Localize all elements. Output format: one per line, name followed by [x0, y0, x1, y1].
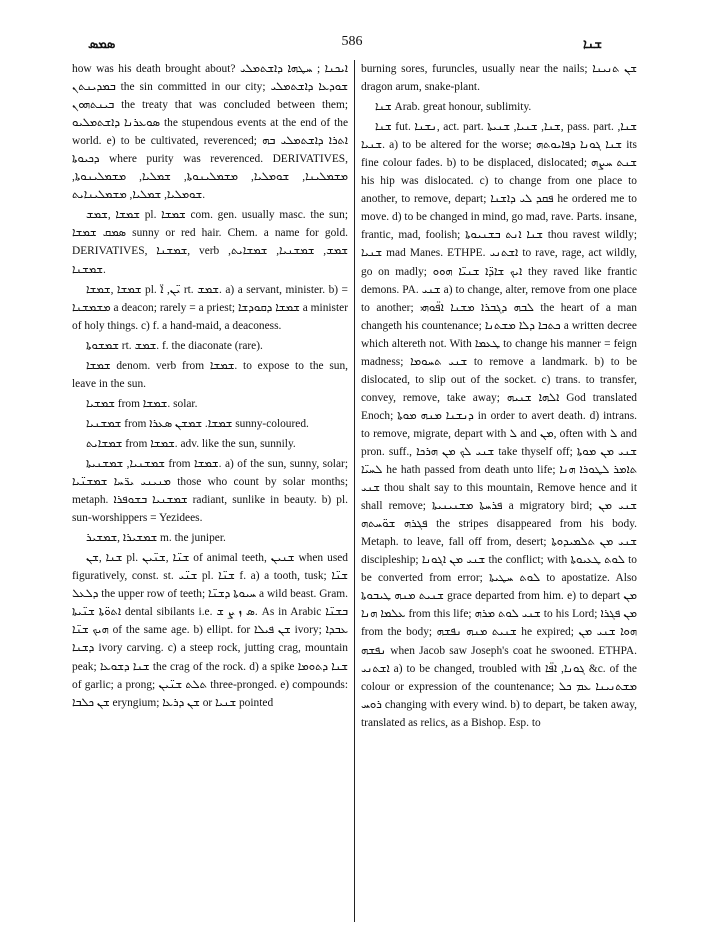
right-column: [361, 60, 637, 928]
running-head: [72, 36, 632, 54]
entry-paragraph: ܫܡܫܐ ,ܫܡܫ pl. ܫܡܫܐ com. gen. usually masc. the sun; ܣܡܩ ܫܡܫܐ sunny or red hair. Chem. a name for gold. DERIVATIVES, ܫܡܫܢܐ, verb ܫܡܫ, ܫܡܫܢܝܐ, ܫܡܫܐܝܬ, ܫܡܫܢܐ.: [72, 209, 348, 276]
entry-paragraph: ܫܢܐ Arab. great honour, sublimity.: [375, 101, 532, 114]
left-headword: ܣܡܣ: [88, 36, 116, 51]
entry-paragraph: ܫܢܐ fut. ܢܫܢܐ, act. part. ܫܢܐ, ܫܢܝܐ, ܫܢܝܬܐ, pass. part. ܫܢܐ, ܫܢܝܐ. a) to be altered for the worse; ܫܢܐ ܓܘܢܐ ܕܦܐܝܘܬܗ its fine colour fades. b) to be displaced, dislocated; ܫܢܬ ܚܨܗ his hip was dislocated. c) to change from one place to another, to remove, depart; ܦܩܕ ܠܝ ܕܐܫܢܐ he ordered me to move. d) to be changed in mind, go mad, rave. Parts. insane, frantic, mad, foolish; ܫܢܐ ܐܢܬ ܒܫܢܝܘܬܐ thou ravest wildly; ܫܢܝܐ mad Manes. ETHPE. ܐܫܬܢܝ to rave, rage, act wildly, go on madly; ܐܝܟ ܫܐܕ̈ܐ ܫܢܝ̈ܐ ܗܘܘ they raved like frantic demons. PA. ܫܢܝ a) to change, alter, remove from one place to another; ܠܒܗ ܕܓܒܪܐ ܡܫܢܐ ܐܦ̈ܘܗܝ the heart of a man changeth his countenance; ܟܬܒܐ ܕܠܐ ܡܫܬܢܐ a written decree which altereth not. With ܛܥܡܐ to change his manner = feign madness; ܫܢܝ ܬܚܘܡܐ to remove a landmark. b) to be dislocated, to slip out of the socket. c) trans. to transfer, convey, remove, take away; ܐܠܗܐ ܫܢܝܗ God translated Enoch; ܕܢܫܢܐ ܡܢܗ ܡܘܬܐ in order to avert death. d) intrans. to remove, migrate, depart with ܠ and ܡܢ, often with ܠ and pron. suff., ܫܢܝ ܠܟ ܡܢ ܗܪܟܐ take thyself off; ܫܢܝ ܡܢ ܡܘܬܐ ܠܚܝ̈ܐ he hath passed from death unto life; ܬܐܡܪ ܠܛܘܪܐ ܗܢܐ ܫܢܝ thou shalt say to this mountain, Remove hence and it shall remove; ܦܪܚܬܐ ܡܫܢܝܢܝܬܐ a migratory bird; ܫܢܝ ܡܢ ܦܓܪܗ ܫܘ̈ܚܬܗ the stripes disappeared from his body. Metaph. to leave, fall off from, desert; ܫܢܝ ܡܢ ܬܠܡܝܕܘܬܐ discipleship; ܫܢܝ ܡܢ ܐܓܘܢܐ the conflict; with ܠܘܬ ܛܥܝܘܬܐ to be converted from error; ܠܘܬ ܚܛܝܬܐ to apostatize. Also ܫܢܝܬ ܡܢܗ ܛܝܒܘܬܐ grace departed from him. e) to depart ܡܢ ܥܠܡܐ ܗܢܐ from this life; ܫܢܝ ܠܘܬ ܡܪܗ to his Lord; ܡܢ ܦܓܪܐ from the body; ܫܢܝܬ ܡܢܗ ܢܦܫܗ he expired; ܗܘܐ ܫܢܝ ܡܢ ܢܦܫܗ when Jacob saw Joseph's coat he swooned. ETHPA. ܐܫܬܢܝ a) to be changed, troubled with ܓܘܢܐ, ܐܦ̈ܐ &c. of the colour or expression of the countenance; ܡܫܬܢܝܢܐ ܥܡ ܟܠ ܪܘܚ changing with every wind. b) to depart, be taken away, translated as relics, as a Bishop. Esp. to: [361, 121, 637, 729]
entry-paragraph: how was his death brought about? ܐܝܟܢܐ ; ܚܛܗܐ ܕܐܫܬܡܠܝ ܒܡܕܝܢܬܢ the sin committed in our city; ܫܘܕܥܐ ܕܐܫܬܡܠܝ ܒܝܢܬܗܘܢ the treaty that was concluded between them; ܣܘܥܪܢܐ ܕܐܫܬܡܠܝܘ the stupendous events at the end of the world. e) to be cultivated, reverenced; ܐܬܪܐ ܕܐܫܬܡܠܝ ܒܗ ܕܟܝܘܬܐ where purity was reverenced. DERIVATIVES, ܡܫܡܠܝܢܐ, ܫܘܡܠܝܐ, ܡܫܡܠܝܢܘܬܐ, ܫܡܠܝܐ, ܡܫܡܠܝܢܘܬܐ, ܫܘܡܠܝܐ, ܫܡܠܝܐ, ܡܫܡܠܝܢܐܝܬ.: [72, 63, 348, 202]
entry-paragraph: ܫܡܫܘܬܐ rt. ܫܡܫ. f. the diaconate (rare).: [86, 339, 263, 352]
left-column: [72, 60, 348, 928]
entry-paragraph: ܫܡܫܐܝܬ from ܫܡܫܐ. adv. like the sun, sunnily.: [86, 437, 296, 450]
entry-paragraph: ܫܡܫܐ denom. verb from ܫܡܫܐ. to expose to the sun, leave in the sun.: [72, 359, 348, 390]
entry-paragraph: burning sores, furuncles, usually near the nails; ܫܢ ܬܢܝܢܐ dragon arum, snake-plant.: [361, 63, 637, 94]
entry-paragraph: ܫܡܫܝܪܐ ,ܫܡܫܝܪ m. the juniper.: [86, 532, 226, 545]
entry-paragraph: ܫܡܫܐ ,ܫܡܫܐ pl. ܝ̈ܢ, ܐ̈ rt. ܫܡܫ. a) a servant, minister. b) = ܡܫܡܫܢܐ a deacon; rarely = a priest; ܫܡܫܐ ܕܩܘܕܫܐ a minister of holy things. c) f. a hand-maid, a deaconess.: [72, 283, 348, 332]
entry-paragraph: ܫܡܫܝܐ from ܫܡܫܐ. solar.: [86, 397, 198, 410]
entry-paragraph: ܫܡܫܢܝܐ from ܫܡܫܐ. ܫܡܫܢ ܣܥܪܐ sunny-coloured.: [86, 417, 309, 430]
page-number: 586: [341, 34, 363, 49]
column-divider: [354, 60, 355, 922]
entry-paragraph: ܫܡܫܢܝܐ, ܫܡܫܢܝܬܐ from ܫܡܫܐ. a) of the sun, sunny, solar; ܡܢܝܢܝ ܝܪ̈ܚܐ ܫܡܫܢ̈ܝܐ those who count by solar months; metaph. ܫܡܫܢܝܐ ܒܫܘܦܪܐ radiant, sunlike in beauty. b) pl. sun-worshippers = Yezidees.: [72, 457, 348, 525]
entry-paragraph: ܫܢܐ ,ܫܢ pl. ܫܢ̈ܐ ,ܫܢ̈ܝܢ of animal teeth, ܫܢܝܢ when used figuratively, const. st. ܫܢ̈ܝ pl. ܫܢ̈ܐ f. a) a tooth, tusk; ܫܢ̈ܐ ܕܠܥܠ the upper row of teeth; ܚܝܘܬܐ ܕܫܢ̈ܐ a wild beast. Gram. ܐܬܘ̈ܬܐ ܫܢ̈ܝܬܐ dental sibilants i.e. ܣ ܙ ܨ ܫ. As in Arabic ܒܫܢ̈ܐ ܗܝܟ ܫܢ̈ܐ of the same age. b) ellipt. for ܫܢ ܦܝܠܐ ivory; ܥܒܕܐ ܕܫܢܐ ivory carving. c) a steep rock, jutting crag, mountain peak; ܫܢܐ ܕܫܘܥܐ the crag of the rock. d) a spike ܫܢܐ ܕܬܘܡܐ of garlic; a prong; ܬܠܬ ܫܢ̈ܝܢ three-pronged. e) compounds: ܫܢ ܟܠܒܐ eryngium; ܫܢ ܕܪܥܐ or ܫܢܝܐ pointed: [72, 552, 348, 709]
right-headword: ܫܢܐ: [582, 36, 602, 51]
